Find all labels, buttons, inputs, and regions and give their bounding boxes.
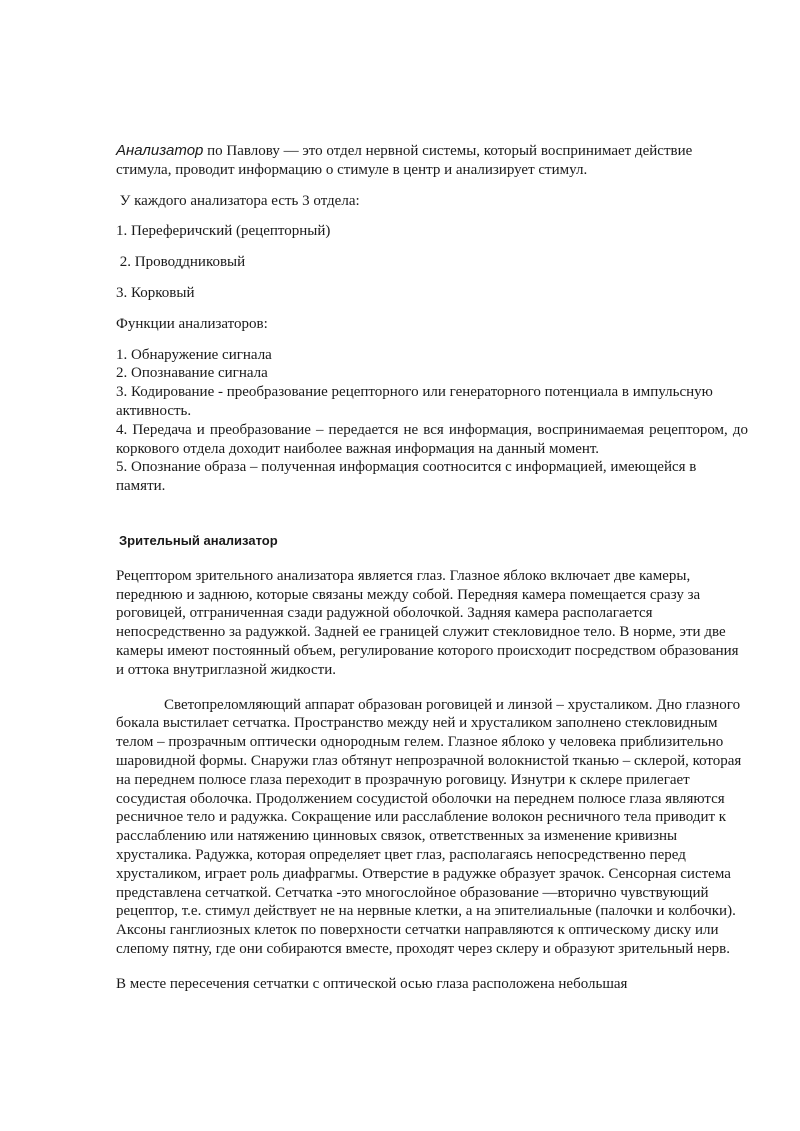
function-item-3: 3. Кодирование - преобразование рецепторного или генераторного потенциала в импульсную активность. (116, 384, 713, 419)
function-item-1: 1. Обнаружение сигнала (116, 346, 272, 363)
departments-intro: У каждого анализатора есть 3 отдела: (116, 192, 360, 209)
department-item-2: 2. Проводдниковый (116, 254, 246, 271)
department-item-3: 3. Корковый (116, 284, 195, 301)
section-heading: Зрительный анализатор (119, 532, 278, 548)
body-paragraph-3: В месте пересечения сетчатки с оптической осью глаза расположена небольшая (116, 975, 628, 992)
intro-text: по Павлову — это отдел нервной системы, который воспринимает действие стимула, проводит информацию о стимуле в центр и анализирует стимул. (116, 143, 693, 178)
document-body (116, 142, 748, 993)
department-item-1: 1. Переферичский (рецепторный) (116, 223, 331, 240)
function-item-5: 5. Опознание образа – полученная информация соотносится с информацией, имеющейся в памяти. (116, 459, 697, 495)
functions-title: Функции анализаторов: (116, 315, 268, 332)
body-paragraph-2: Светопреломляющий аппарат образован роговицей и линзой – хрусталиком. Дно глазного бокала выстилает сетчатка. Пространство между ней и хрусталиком заполнено стекловидным телом – прозрачным оптически однородным гелем. Глазное яблоко у человека приблизительно шаровидной формы. Снаружи глаз обтянут непрозрачной волокнистой тканью – склерой, которая на переднем полюсе глаза переходит в прозрачную роговицу. Изнутри к склере прилегает сосудистая оболочка. Продолжением сосудистой оболочки на переднем полюсе глаза являются ресничное тело и радужка. Сокращение или расслабление волокон ресничного тела приводит к расслаблению или натяжению цинновых связок, ответственных за изменение кривизны хрусталика. Радужка, которая определяет цвет глаз, располагаясь непосредственно перед хрусталиком, играет роль диафрагмы. Отверстие в радужке образует зрачок. Сенсорная система представлена сетчаткой. Сетчатка -это многослойное образование —вторично чувствующий рецептор, т.е. стимул действует не на нервные клетки, а на эпителиальные (палочки и колбочки). Аксоны ганглиозных клеток по поверхности сетчатки направляются к оптическому диску или слепому пятну, где они собираются вместе, проходят через склеру и образуют зрительный нерв. (116, 696, 742, 957)
intro-term: Анализатор (116, 142, 204, 159)
function-item-4: 4. Передача и преобразование – передается не вся информация, воспринимаемая рецептором, до коркового отдела доходит наиболее важная информация на данный момент. (116, 421, 748, 457)
intro-paragraph (116, 142, 748, 180)
functions-list (116, 346, 748, 496)
body-paragraph-1: Рецептором зрительного анализатора является глаз. Глазное яблоко включает две камеры, переднюю и заднюю, которые связаны между собой. Передняя камера помещается сразу за роговицей, отграниченная сзади радужной оболочкой. Задняя камера располагается непосредственно за радужкой. Задней ее границей служит стекловидное тело. В норме, эти две камеры имеют постоянный объем, регулирование которого происходит посредством образования и оттока внутриглазной жидкости. (116, 567, 739, 678)
function-item-2: 2. Опознавание сигнала (116, 365, 268, 382)
